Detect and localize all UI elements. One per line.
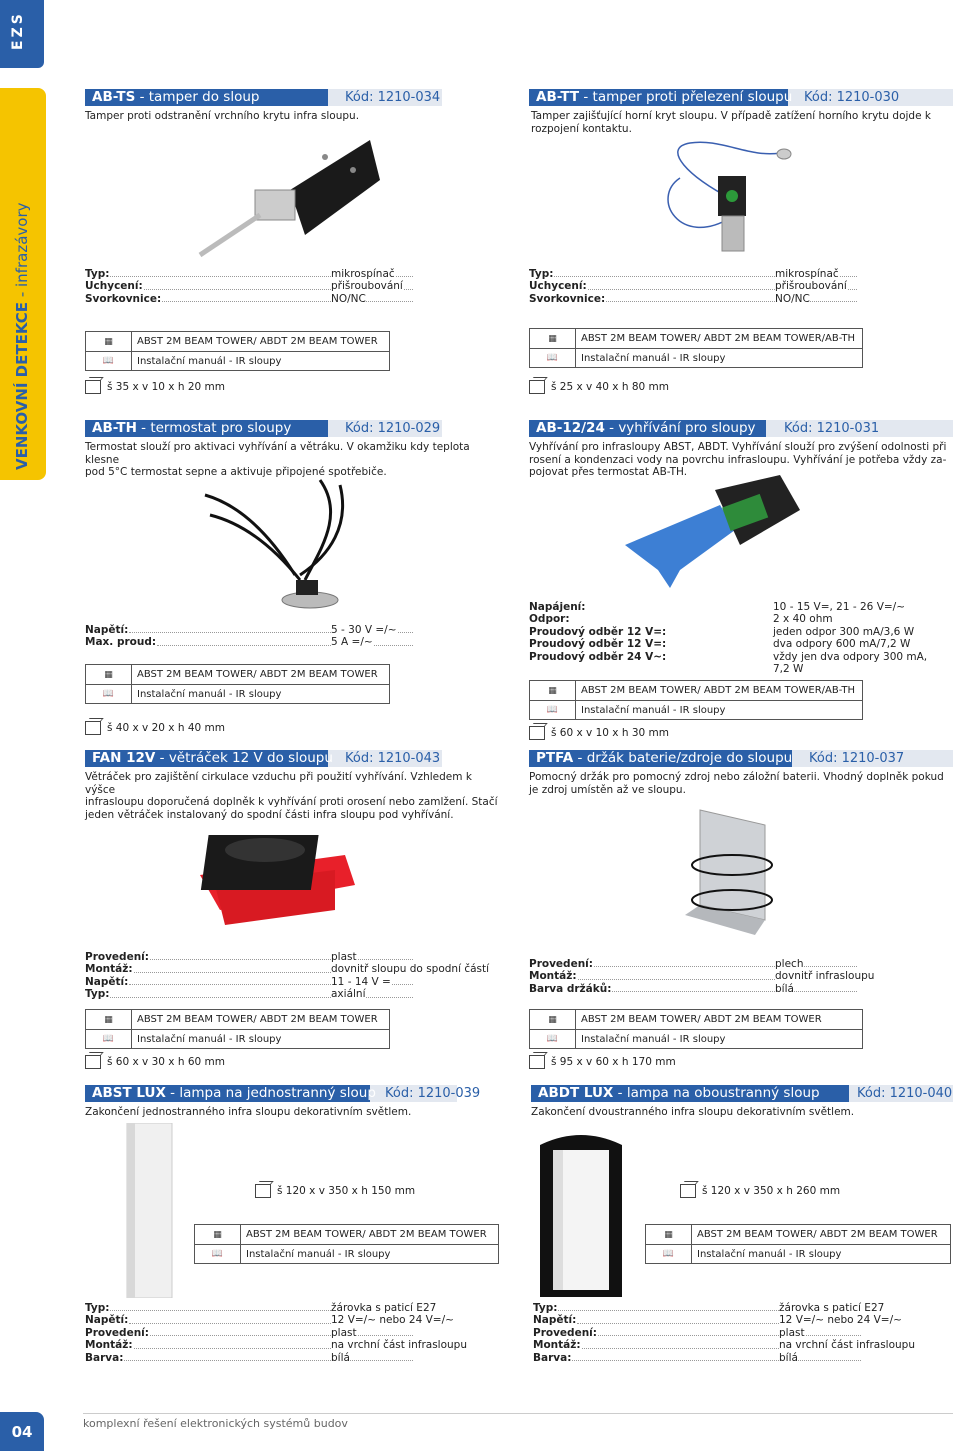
spec-value: dva odpory 600 mA/7,2 W (773, 638, 911, 651)
product-image-abth (200, 475, 360, 615)
spec-list (85, 1302, 468, 1364)
spec-value: na vrchní část infrasloupu (779, 1339, 916, 1352)
spec-label: Napětí: (85, 1314, 129, 1327)
product-header-abdtlux (531, 1085, 953, 1102)
product-header-abts (85, 89, 442, 106)
book-icon: 📖 (86, 685, 132, 703)
spec-value: přišroubování (331, 280, 403, 293)
dim-text: š 95 x v 60 x h 170 mm (551, 1056, 676, 1068)
dimensions (85, 1055, 225, 1069)
spec-value: 5 - 30 V =/~ (331, 624, 397, 636)
spec-value: přišroubování (775, 280, 847, 293)
spec-value: bílá (331, 1351, 350, 1364)
spec-value: dovnitř infrasloupu (775, 970, 875, 983)
abst-icon: ▦ (86, 665, 132, 684)
section-title-bold: VENKOVNÍ DETEKCE (13, 301, 31, 470)
compat-text: ABST 2M BEAM TOWER/ ABDT 2M BEAM TOWER (137, 669, 378, 680)
spec-label: Typ: (85, 268, 110, 280)
compat-text: ABST 2M BEAM TOWER/ ABDT 2M BEAM TOWER (137, 336, 378, 347)
desc-line: pojovat přes termostat AB-TH. (529, 466, 688, 478)
spec-label: Napájení: (529, 601, 586, 613)
product-desc (529, 771, 954, 796)
product-code: AB-TH (92, 420, 137, 436)
desc-line: Pomocný držák pro pomocný zdroj nebo záložní baterii. Vhodný doplněk pokud (529, 771, 944, 783)
desc-line: infrasloupu doporučená doplněk k vyhřívání proti orosení nebo zamlžení. Stačí (85, 796, 498, 808)
product-title (531, 1085, 849, 1102)
product-kod: Kód: 1210-034 (345, 90, 441, 105)
product-image-abstlux (122, 1123, 177, 1298)
spec-label: Napětí: (533, 1314, 577, 1327)
product-kod: Kód: 1210-029 (345, 421, 441, 436)
spec-label: Uchycení: (85, 280, 143, 293)
product-name: - vyhřívání pro sloupy (604, 420, 756, 436)
cube-icon (85, 1055, 101, 1069)
product-title (529, 420, 766, 437)
product-header-ab1224 (529, 420, 953, 437)
product-kod: Kód: 1210-030 (804, 90, 900, 105)
spec-list (85, 268, 415, 305)
spec-value: NO/NC (775, 292, 810, 305)
spec-value: vždy jen dva odpory 300 mA, (773, 650, 928, 663)
product-name: - termostat pro sloupy (136, 420, 292, 436)
spec-value: 5 A =/~ (331, 636, 373, 649)
book-icon: 📖 (530, 701, 576, 719)
product-desc (531, 1106, 956, 1119)
spec-label: Proudový odběr 24 V~: (529, 650, 667, 663)
cube-icon (529, 380, 545, 394)
compat-text: ABST 2M BEAM TOWER/ ABDT 2M BEAM TOWER (581, 1014, 822, 1025)
book-icon: 📖 (86, 1030, 132, 1048)
spec-label: Proudový odběr 12 V=: (529, 638, 667, 651)
spec-label: Montáž: (533, 1339, 581, 1352)
product-image-ab1224 (620, 470, 810, 590)
cube-icon (255, 1184, 271, 1198)
product-image-abtt (660, 138, 800, 258)
desc-line: Zakončení jednostranného infra sloupu dekorativním světlem. (85, 1106, 412, 1118)
compat-text: ABST 2M BEAM TOWER/ ABDT 2M BEAM TOWER (137, 1014, 378, 1025)
footer-divider (83, 1413, 953, 1414)
cube-icon (85, 380, 101, 394)
dim-text: š 60 x v 10 x h 30 mm (551, 727, 670, 739)
manual-text: Instalační manuál - IR sloupy (581, 704, 726, 716)
dim-text: š 120 x v 350 x h 260 mm (702, 1185, 841, 1197)
desc-line: Termostat slouží pro aktivaci vyhřívání a větráku. V okamžiku kdy teplota klesne (85, 441, 470, 466)
desc-line: Vyhřívání pro infrasloupy ABST, ABDT. Vyhřívání slouží pro zvýšení odolnosti při (529, 441, 947, 453)
abst-icon: ▦ (195, 1225, 241, 1244)
section-side-tab (0, 88, 46, 480)
book-icon: 📖 (530, 1030, 576, 1048)
cube-icon (85, 721, 101, 735)
spec-label: Barva držáků: (529, 982, 612, 995)
spec-value: mikrospínač (331, 268, 395, 280)
product-code: AB-TS (92, 89, 136, 105)
product-code: ABDT LUX (538, 1085, 614, 1101)
spec-value: 11 - 14 V = (331, 975, 391, 988)
book-icon: 📖 (195, 1245, 241, 1263)
product-image-abts (195, 135, 380, 260)
manual-text: Instalační manuál - IR sloupy (581, 1033, 726, 1045)
compat-box (85, 331, 390, 371)
spec-value: bílá (779, 1351, 798, 1364)
ezs-tab (0, 0, 44, 68)
dim-text: š 40 x v 20 x h 40 mm (107, 722, 226, 734)
spec-value: plech (775, 958, 804, 970)
compat-box (529, 680, 863, 720)
product-kod: Kód: 1210-031 (784, 421, 880, 436)
compat-box (194, 1224, 499, 1264)
product-desc (85, 771, 505, 821)
spec-label: Typ: (529, 268, 554, 280)
spec-value: axiální (331, 988, 366, 1001)
spec-label: Typ: (533, 1302, 558, 1314)
spec-value: 7,2 W (773, 662, 804, 675)
spec-label: Provedení: (85, 951, 149, 963)
spec-value: plast (331, 951, 357, 963)
spec-label: Barva: (533, 1351, 572, 1364)
product-image-fan (195, 825, 360, 930)
product-desc (531, 110, 956, 135)
spec-list (529, 601, 949, 675)
product-name: - tamper do sloup (135, 89, 260, 105)
spec-list (529, 958, 875, 995)
compat-text: ABST 2M BEAM TOWER/ ABDT 2M BEAM TOWER/AB-TH (581, 333, 856, 344)
spec-value: jeden odpor 300 mA/3,6 W (773, 625, 915, 638)
dimensions (529, 380, 669, 394)
ezs-label: EZS (10, 11, 26, 50)
manual-text: Instalační manuál - IR sloupy (137, 1033, 282, 1045)
spec-label: Provedení: (85, 1326, 149, 1339)
product-desc (85, 110, 445, 123)
spec-label: Svorkovnice: (529, 292, 606, 305)
desc-line: jeden větráček instalovaný do spodní části infra sloupu pod vyhřívání. (85, 808, 454, 821)
spec-label: Proudový odběr 12 V=: (529, 625, 667, 638)
product-header-abtt (529, 89, 953, 106)
spec-label: Max. proud: (85, 636, 157, 649)
abst-icon: ▦ (530, 329, 576, 348)
dim-text: š 120 x v 350 x h 150 mm (277, 1185, 416, 1197)
spec-label: Typ: (85, 1302, 110, 1314)
manual-text: Instalační manuál - IR sloupy (581, 352, 726, 364)
footer-text: komplexní řešení elektronických systémů budov (83, 1417, 348, 1430)
spec-value: na vrchní část infrasloupu (331, 1339, 468, 1352)
spec-label: Napětí: (85, 624, 129, 636)
manual-text: Instalační manuál - IR sloupy (246, 1248, 391, 1260)
desc-line: rosení a kondenzaci vody na povrchu infrasloupu. Vyhřívání je potřeba vždy za- (529, 453, 947, 466)
cube-icon (529, 726, 545, 740)
compat-box (529, 1009, 863, 1049)
product-kod: Kód: 1210-043 (345, 751, 441, 766)
product-name: - lampa na oboustranný sloup (613, 1085, 820, 1101)
product-kod: Kód: 1210-037 (809, 751, 905, 766)
product-title (85, 420, 328, 437)
product-header-fan (85, 750, 442, 767)
spec-value: 10 - 15 V=, 21 - 26 V=/~ (773, 601, 906, 613)
spec-list (533, 1302, 916, 1364)
product-title (529, 89, 793, 106)
abst-icon: ▦ (86, 1010, 132, 1029)
compat-text: ABST 2M BEAM TOWER/ ABDT 2M BEAM TOWER (246, 1229, 487, 1240)
product-title (85, 1085, 376, 1102)
cube-icon (529, 1055, 545, 1069)
spec-label: Uchycení: (529, 280, 587, 293)
product-kod: Kód: 1210-040 (857, 1086, 953, 1101)
manual-text: Instalační manuál - IR sloupy (137, 355, 282, 367)
abst-icon: ▦ (530, 1010, 576, 1029)
spec-label: Napětí: (85, 975, 129, 988)
spec-label: Montáž: (529, 970, 577, 983)
product-kod: Kód: 1210-039 (385, 1086, 481, 1101)
manual-text: Instalační manuál - IR sloupy (137, 688, 282, 700)
spec-value: 2 x 40 ohm (773, 613, 833, 626)
spec-label: Provedení: (533, 1326, 597, 1339)
product-code: ABST LUX (92, 1085, 166, 1101)
product-image-ptfa (670, 805, 780, 945)
abst-icon: ▦ (646, 1225, 692, 1244)
spec-label (529, 663, 530, 675)
product-name: - tamper proti přelezení sloupu (579, 89, 793, 105)
cube-icon (680, 1184, 696, 1198)
dimensions (255, 1184, 415, 1198)
spec-list (85, 951, 490, 1001)
dimensions (85, 380, 225, 394)
desc-line: Větráček pro zajištění cirkulace vzduchu při použití vyhřívání. Vzhledem k výšce (85, 771, 472, 796)
product-desc (85, 1106, 505, 1119)
abst-icon: ▦ (86, 332, 132, 351)
abst-icon: ▦ (530, 681, 576, 700)
dimensions (529, 1055, 676, 1069)
compat-box (85, 664, 390, 704)
product-name: - lampa na jednostranný sloup (165, 1085, 376, 1101)
spec-value: 12 V=/~ nebo 24 V=/~ (779, 1314, 902, 1327)
spec-label: Montáž: (85, 1339, 133, 1352)
product-code: AB-TT (536, 89, 580, 105)
compat-text: ABST 2M BEAM TOWER/ ABDT 2M BEAM TOWER/AB-TH (581, 685, 856, 696)
spec-label: Odpor: (529, 613, 570, 626)
desc-line: Tamper proti odstranění vrchního krytu infra sloupu. (85, 110, 360, 122)
spec-label: Provedení: (529, 958, 593, 970)
spec-value: plast (331, 1326, 357, 1339)
product-name: - držák baterie/zdroje do sloupu (573, 750, 793, 766)
desc-line: rozpojení kontaktu. (531, 122, 632, 135)
dimensions (529, 726, 669, 740)
product-header-ptfa (529, 750, 953, 767)
spec-value: NO/NC (331, 292, 366, 305)
dimensions (85, 721, 225, 735)
product-title (529, 750, 792, 767)
spec-label: Barva: (85, 1351, 124, 1364)
product-desc (85, 441, 505, 479)
product-title (85, 750, 333, 767)
book-icon: 📖 (86, 352, 132, 370)
product-code: PTFA (536, 750, 574, 766)
desc-line: pod 5°C termostat sepne a aktivuje připojené spotřebiče. (85, 466, 387, 478)
product-header-abth (85, 420, 442, 437)
desc-line: Zakončení dvoustranného infra sloupu dekorativním světlem. (531, 1106, 855, 1118)
compat-box (529, 328, 863, 368)
compat-box (85, 1009, 390, 1049)
product-title (85, 89, 328, 106)
spec-value: mikrospínač (775, 268, 839, 280)
spec-list (529, 268, 859, 305)
book-icon: 📖 (530, 349, 576, 367)
product-name: - větráček 12 V do sloupu (155, 750, 333, 766)
spec-value: bílá (775, 982, 794, 995)
product-header-abstlux (85, 1085, 481, 1102)
section-title-rest: - infrazávory (13, 202, 31, 302)
product-code: AB-12/24 (536, 420, 605, 436)
product-image-abdtlux (535, 1125, 627, 1300)
book-icon: 📖 (646, 1245, 692, 1263)
spec-label: Montáž: (85, 963, 133, 976)
manual-text: Instalační manuál - IR sloupy (697, 1248, 842, 1260)
page-number: 04 (0, 1412, 44, 1451)
spec-value: dovnitř sloupu do spodní částí (331, 963, 490, 976)
spec-value: 12 V=/~ nebo 24 V=/~ (331, 1314, 454, 1327)
dim-text: š 35 x v 10 x h 20 mm (107, 381, 226, 393)
spec-value: žárovka s paticí E27 (331, 1302, 437, 1314)
spec-label: Typ: (85, 988, 110, 1001)
spec-value: plast (779, 1326, 805, 1339)
desc-line: Tamper zajišťující horní kryt sloupu. V případě zatížení horního krytu dojde k (531, 110, 931, 122)
dimensions (680, 1184, 840, 1198)
spec-list (85, 624, 415, 649)
section-title (13, 203, 31, 471)
compat-box (645, 1224, 951, 1264)
desc-line: je zdroj umístěn až ve sloupu. (529, 783, 686, 796)
dim-text: š 60 x v 30 x h 60 mm (107, 1056, 226, 1068)
product-code: FAN 12V (92, 750, 156, 766)
compat-text: ABST 2M BEAM TOWER/ ABDT 2M BEAM TOWER (697, 1229, 938, 1240)
spec-label: Svorkovnice: (85, 292, 162, 305)
dim-text: š 25 x v 40 x h 80 mm (551, 381, 670, 393)
spec-value: žárovka s paticí E27 (779, 1302, 885, 1314)
